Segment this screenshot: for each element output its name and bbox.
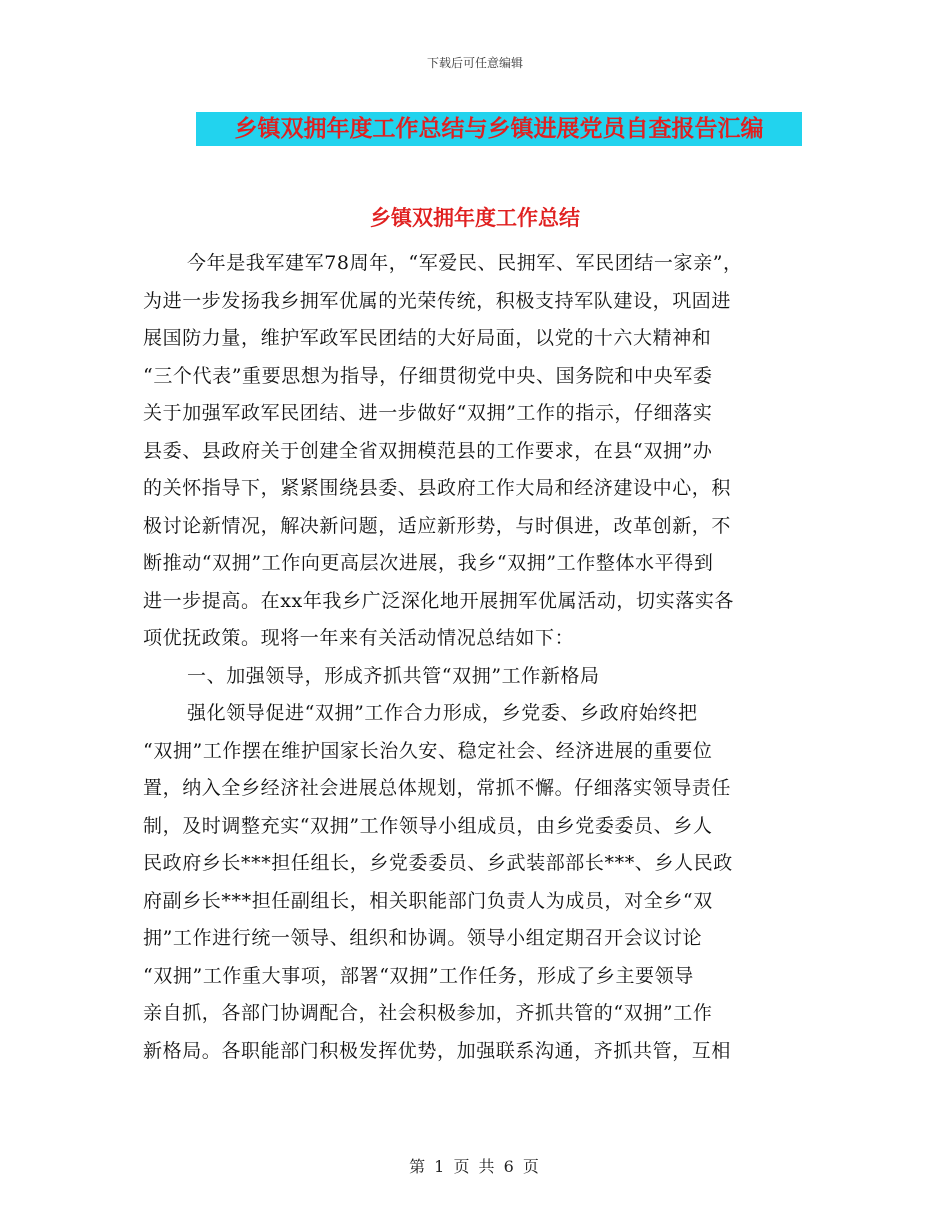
- paragraph-line: 进一步提高。在xx年我乡广泛深化地开展拥军优属活动，切实落实各: [143, 589, 735, 612]
- paragraph-line: 关于加强军政军民团结、进一步做好“双拥”工作的指示，仔细落实: [143, 402, 713, 424]
- page-header-note: 下载后可任意编辑: [426, 56, 523, 70]
- section-title: 乡镇双拥年度工作总结: [370, 206, 580, 230]
- paragraph-line: 民政府乡长***担任组长，乡党委委员、乡武装部部长***、乡人民政: [143, 852, 733, 874]
- section-heading: 一、加强领导，形成齐抓共管“双拥”工作新格局: [187, 664, 600, 687]
- document-title: 乡镇双拥年度工作总结与乡镇进展党员自查报告汇编: [196, 112, 802, 146]
- paragraph-line: “双拥”工作摆在维护国家长治久安、稳定社会、经济进展的重要位: [143, 739, 713, 762]
- paragraph-line: 为进一步发扬我乡拥军优属的光荣传统，积极支持军队建设，巩固进: [143, 289, 732, 312]
- paragraph-line: 极讨论新情况，解决新问题，适应新形势，与时俱进，改革创新，不: [143, 514, 732, 537]
- paragraph-line: 项优抚政策。现将一年来有关活动情况总结如下：: [143, 627, 575, 649]
- paragraph-line: 断推动“双拥”工作向更高层次进展，我乡“双拥”工作整体水平得到: [143, 552, 714, 574]
- paragraph-line: 亲自抓，各部门协调配合，社会积极参加，齐抓共管的“双拥”工作: [143, 1002, 713, 1024]
- paragraph-line: 府副乡长***担任副组长，相关职能部门负责人为成员，对全乡“双: [143, 889, 713, 912]
- paragraph-line: “双拥”工作重大事项，部署“双拥”工作任务，形成了乡主要领导: [143, 964, 694, 987]
- body-text: [143, 245, 813, 1070]
- page-number: 第 1 页 共 6 页: [409, 1157, 541, 1176]
- paragraph-line: 置，纳入全乡经济社会进展总体规划，常抓不懈。仔细落实领导责任: [143, 777, 732, 799]
- paragraph-line: 的关怀指导下，紧紧围绕县委、县政府工作大局和经济建设中心，积: [143, 477, 732, 499]
- paragraph-line: 拥”工作进行统一领导、组织和协调。领导小组定期召开会议讨论: [143, 927, 703, 949]
- paragraph-line: 县委、县政府关于创建全省双拥模范县的工作要求，在县“双拥”办: [143, 439, 713, 462]
- paragraph-line: 新格局。各职能部门积极发挥优势，加强联系沟通，齐抓共管，互相: [143, 1039, 732, 1062]
- paragraph-line: 展国防力量，维护军政军民团结的大好局面，以党的十六大精神和: [143, 327, 712, 349]
- paragraph-line: 今年是我军建军78周年，“军爱民、民拥军、军民团结一家亲”，: [187, 252, 743, 274]
- paragraph-line: “三个代表”重要思想为指导，仔细贯彻党中央、国务院和中央军委: [143, 364, 713, 387]
- paragraph-line: 制，及时调整充实“双拥”工作领导小组成员，由乡党委委员、乡人: [143, 814, 713, 837]
- paragraph-line: 强化领导促进“双拥”工作合力形成，乡党委、乡政府始终把: [187, 702, 698, 724]
